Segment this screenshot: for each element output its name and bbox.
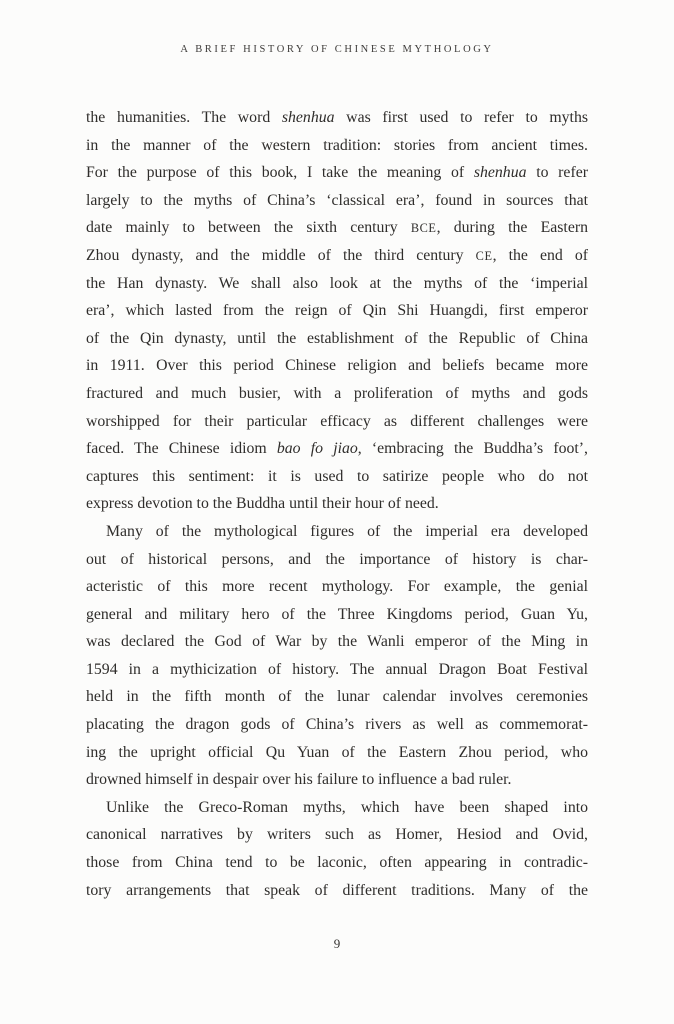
italic-term: bao fo jiao [276, 440, 358, 458]
text-line [86, 380, 588, 408]
text-line [86, 877, 588, 905]
text-line [86, 132, 588, 160]
text-line [86, 187, 588, 215]
text-line [86, 766, 588, 794]
small-caps-era: BCE [410, 221, 437, 236]
body-text-run: date mainly to between the sixth century [86, 219, 411, 237]
body-text-run: of the Qin dynasty, until the establishment of the Republic of China [86, 329, 588, 347]
body-text-run: 1594 in a mythicization of history. The annual Dragon Boat Festival [86, 660, 588, 678]
body-text-run: Many of the mythological figures of the imperial era developed [106, 522, 588, 540]
text-line [86, 435, 588, 463]
text-line [86, 214, 588, 242]
text-line [86, 463, 588, 491]
text-line [86, 325, 588, 353]
body-text-run: acteristic of this more recent mythology. For example, the genial [86, 578, 588, 596]
text-line [86, 573, 588, 601]
body-text-run: , during the Eastern [436, 219, 588, 237]
body-text-run: was first used to refer to myths [334, 109, 588, 126]
text-block [86, 104, 588, 904]
body-text-run: the humanities. The word [86, 109, 282, 126]
text-line [86, 683, 588, 711]
body-text-run: drowned himself in despair over his failure to influence a bad ruler. [86, 771, 512, 789]
body-text-run: era’, which lasted from the reign of Qin Shi Huangdi, first emperor [86, 302, 588, 320]
body-text-run: largely to the myths of China’s ‘classical era’, found in sources that [86, 191, 588, 209]
page-number: 9 [333, 936, 341, 951]
body-text-run: express devotion to the Buddha until their hour of need. [86, 495, 439, 513]
text-line [86, 104, 588, 132]
text-line [86, 656, 588, 684]
body-text-run: general and military hero of the Three Kingdoms period, Guan Yu, [86, 605, 588, 623]
text-line [86, 711, 588, 739]
text-line [86, 628, 588, 656]
body-text-run: ing the upright official Qu Yuan of the Eastern Zhou period, who [86, 743, 588, 761]
body-text-run: out of historical persons, and the importance of history is char- [86, 550, 588, 568]
body-text-run: placating the dragon gods of China’s rivers as well as commemorat- [86, 716, 588, 734]
text-line [86, 352, 588, 380]
body-text-run: Unlike the Greco-Roman myths, which have been shaped into [106, 798, 588, 816]
body-text-run: captures this sentiment: it is used to satirize people who do not [86, 467, 588, 485]
running-header: A BRIEF HISTORY OF CHINESE MYTHOLOGY [180, 44, 494, 55]
text-line [86, 849, 588, 877]
body-text-run: held in the fifth month of the lunar calendar involves ceremonies [86, 688, 588, 706]
text-line [86, 297, 588, 325]
text-line [86, 242, 588, 270]
text-line [86, 159, 588, 187]
body-text-run: fractured and much busier, with a proliferation of myths and gods [86, 384, 588, 402]
body-text-run: worshipped for their particular efficacy as different challenges were [86, 412, 588, 430]
body-text-run: For the purpose of this book, I take the meaning of [86, 164, 474, 182]
italic-term: shenhua [281, 109, 335, 126]
body-text-run: in the manner of the western tradition: stories from ancient times. [86, 136, 588, 154]
body-text-run: the Han dynasty. We shall also look at the myths of the ‘imperial [86, 274, 588, 292]
body-text-run: , ‘embracing the Buddha’s foot’, [357, 440, 588, 458]
italic-term: shenhua [473, 164, 527, 182]
text-line [86, 601, 588, 629]
text-line [86, 794, 588, 822]
body-text-run: Zhou dynasty, and the middle of the third century [86, 246, 476, 264]
body-text-run: canonical narratives by writers such as Homer, Hesiod and Ovid, [86, 826, 588, 844]
body-text-run: those from China tend to be laconic, often appearing in contradic- [86, 854, 588, 872]
body-text-run: to refer [526, 164, 588, 182]
text-line [86, 490, 588, 518]
text-line [86, 546, 588, 574]
small-caps-era: CE [475, 248, 493, 263]
text-line [86, 739, 588, 767]
body-text-run: faced. The Chinese idiom [86, 440, 277, 458]
body-text-run: , the end of [492, 246, 588, 264]
body-text-run: was declared the God of War by the Wanli emperor of the Ming in [86, 633, 588, 651]
text-line [86, 408, 588, 436]
text-line [86, 270, 588, 298]
body-text-run: in 1911. Over this period Chinese religion and beliefs became more [86, 357, 588, 375]
body-text-run: tory arrangements that speak of different traditions. Many of the [86, 881, 588, 899]
text-line [86, 518, 588, 546]
text-line [86, 821, 588, 849]
